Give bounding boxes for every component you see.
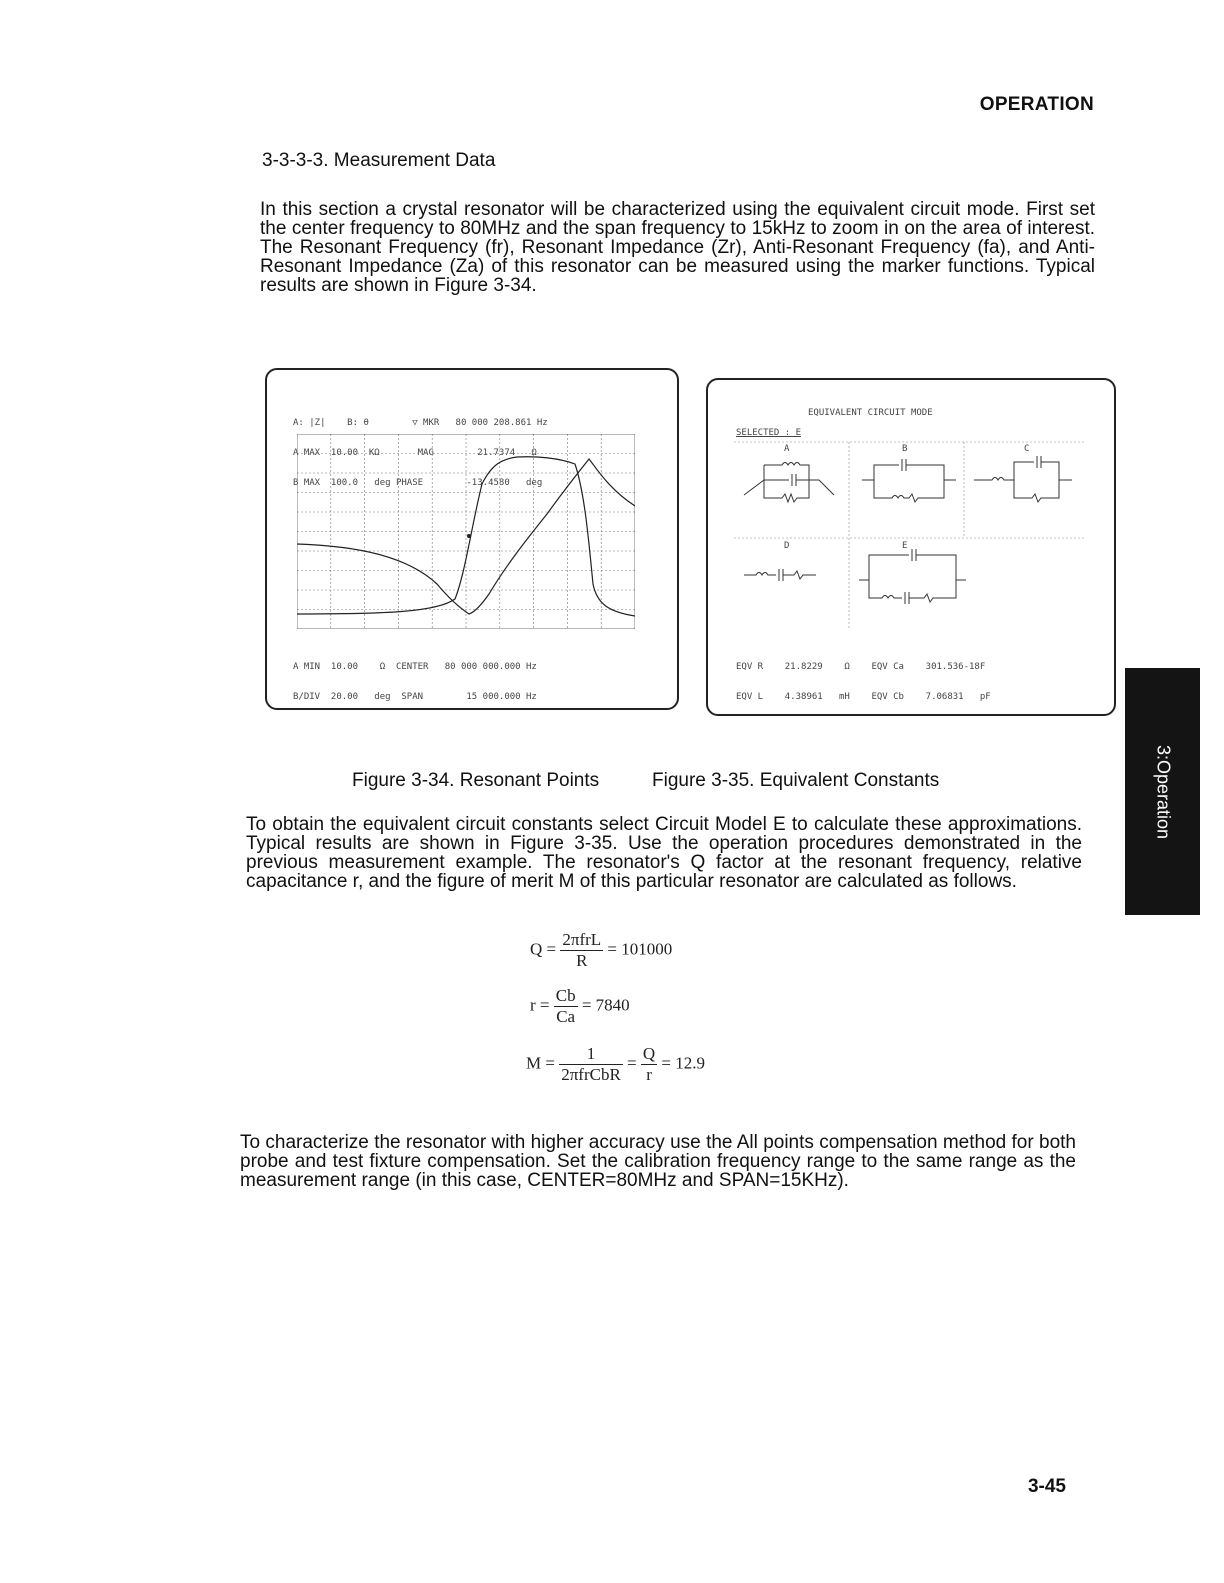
- section-header: OPERATION: [979, 94, 1094, 115]
- figure-3-35-screen: [706, 378, 1116, 716]
- eq-q-lhs: Q =: [530, 939, 557, 959]
- eq-r-fraction: [554, 986, 578, 1027]
- eq-m-denominator-1: 2πfrCbR: [561, 1065, 621, 1084]
- fig34-top-line: B MAX 100.0 deg PHASE -13.4580 deg: [293, 478, 543, 488]
- eq-r-lhs: r =: [530, 995, 550, 1015]
- section-title: 3-3-3-3. Measurement Data: [262, 150, 496, 171]
- eq-m-denominator-2: r: [646, 1065, 652, 1084]
- eq-r-numerator: Cb: [555, 986, 576, 1005]
- eq-q-denominator: R: [576, 951, 588, 970]
- equation-q: [530, 930, 672, 971]
- fig34-bottom-readout: [293, 642, 537, 722]
- eq-r-rhs: = 7840: [581, 995, 630, 1015]
- eq-m-numerator-1: 1: [559, 1044, 623, 1065]
- fig35-result-line: EQV R 21.8229 Ω EQV Ca 301.536-18F: [736, 662, 986, 672]
- eq-m-lhs: M =: [526, 1053, 555, 1073]
- figure-3-34-caption: Figure 3-34. Resonant Points: [352, 770, 600, 791]
- fig35-results: [736, 642, 991, 722]
- eq-q-numerator: 2πfrL: [562, 930, 602, 949]
- fig34-top-line: A MAX 10.00 KΩ MAG 21.7374 Ω: [293, 448, 537, 458]
- chapter-side-tab: [1125, 668, 1200, 915]
- fig35-title: EQUIVALENT CIRCUIT MODE: [808, 408, 933, 418]
- figure-3-34-screen: [265, 368, 679, 710]
- constants-paragraph: To obtain the equivalent circuit constants select Circuit Model E to calculate these approximations. Typical results are shown in Figure 3-35. Use the operation procedures demonstrated in the previous measurement example. The resonator's Q factor at the resonant frequency, relative capacitance r, and the figure of merit M of this particular resonator are calculated as follows.: [246, 814, 1082, 892]
- model-label-a: A: [784, 444, 790, 454]
- accuracy-paragraph: To characterize the resonator with higher accuracy use the All points compensation method for both probe and test fixture compensation. Set the calibration frequency range to the same range as the measurement range (in this case, CENTER=80MHz and SPAN=15KHz).: [240, 1132, 1076, 1191]
- fig35-selected-model: SELECTED : E: [736, 428, 802, 438]
- eq-q-fraction: [560, 930, 603, 971]
- equation-m: [526, 1044, 705, 1085]
- fig35-result-line: EQV L 4.38961 mH EQV Cb 7.06831 pF: [736, 692, 991, 702]
- model-label-c: C: [1024, 444, 1030, 454]
- fig34-trace-plot: [297, 434, 635, 629]
- eq-r-denominator: Ca: [556, 1007, 576, 1026]
- page-number: 3-45: [1027, 1476, 1066, 1497]
- fig34-bottom-line: B/DIV 20.00 deg SPAN 15 000.000 Hz: [293, 692, 537, 702]
- eq-m-numerator-2: Q: [642, 1044, 656, 1063]
- model-label-e: E: [902, 541, 908, 551]
- eq-q-rhs: = 101000: [607, 939, 673, 959]
- chapter-side-tab-label: 3:Operation: [1153, 744, 1173, 839]
- eq-m-fraction-2: [641, 1044, 657, 1085]
- fig34-bottom-line: A MIN 10.00 Ω CENTER 80 000 000.000 Hz: [293, 662, 537, 672]
- eq-m-mid: =: [627, 1053, 637, 1073]
- fig35-circuit-models: [734, 440, 1084, 630]
- figure-3-35-caption: Figure 3-35. Equivalent Constants: [652, 770, 940, 791]
- model-label-d: D: [784, 541, 790, 551]
- equation-r: [530, 986, 630, 1027]
- fig34-top-line: A: |Z| B: θ ▽ MKR 80 000 208.861 Hz: [293, 418, 548, 428]
- intro-paragraph: In this section a crystal resonator will be characterized using the equivalent circuit mode. First set the center frequency to 80MHz and the span frequency to 15kHz to zoom in on the area of interest. The Resonant Frequency (fr), Resonant Impedance (Zr), Anti-Resonant Frequency (fa), and Anti-Resonant Impedance (Za) of this resonator can be measured using the marker functions. Typical results are shown in Figure 3-34.: [260, 199, 1095, 296]
- eq-m-fraction-1: [559, 1044, 623, 1085]
- eq-m-rhs: = 12.9: [661, 1053, 706, 1073]
- model-label-b: B: [902, 444, 908, 454]
